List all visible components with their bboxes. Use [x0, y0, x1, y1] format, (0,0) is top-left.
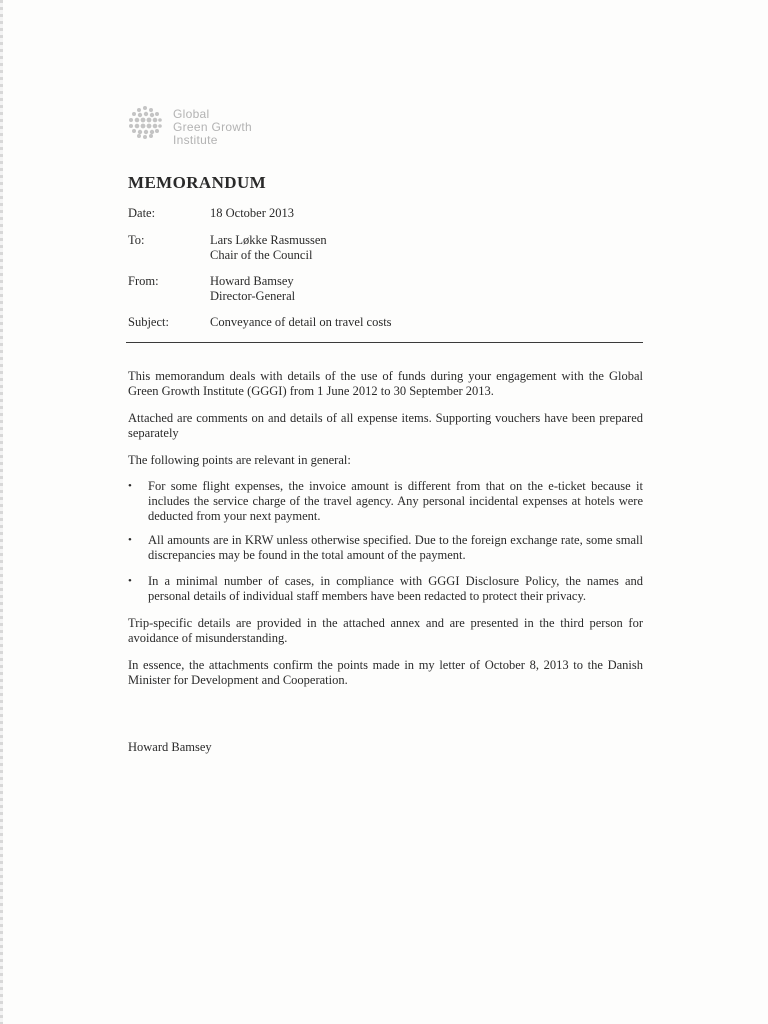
- bullet-text: In a minimal number of cases, in compliance with GGGI Disclosure Policy, the names and personal details of individual staff members have been redacted to protect their privacy.: [148, 574, 643, 603]
- subject-value: Conveyance of detail on travel costs: [210, 315, 392, 329]
- logo-line-3: Institute: [173, 133, 218, 147]
- bullet-text: All amounts are in KRW unless otherwise specified. Due to the foreign exchange rate, some small discrepancies may be found in the total amount of the payment.: [148, 533, 643, 562]
- from-title: Director-General: [210, 289, 296, 303]
- to-recipient: [210, 233, 327, 263]
- to-label: To:: [128, 233, 145, 247]
- scan-edge: [0, 0, 3, 1024]
- bullet-icon: •: [128, 575, 132, 587]
- paragraph-trip-details: Trip-specific details are provided in the attached annex and are presented in the third person for avoidance of misunderstanding.: [128, 616, 643, 645]
- from-sender: [210, 274, 295, 304]
- bullet-icon: •: [128, 534, 132, 546]
- from-label: From:: [128, 274, 159, 288]
- logo-text: [173, 108, 252, 147]
- paragraph-points-intro: The following points are relevant in general:: [128, 453, 351, 467]
- to-title: Chair of the Council: [210, 248, 313, 262]
- to-name: Lars Løkke Rasmussen: [210, 233, 327, 247]
- date-label: Date:: [128, 206, 156, 220]
- date-value: 18 October 2013: [210, 206, 295, 220]
- paragraph-attachments: Attached are comments on and details of all expense items. Supporting vouchers have been prepared separately: [128, 411, 643, 440]
- signature-name: Howard Bamsey: [128, 740, 212, 754]
- bullet-text: For some flight expenses, the invoice amount is different from that on the e-ticket because it includes the service charge of the travel agency. Any personal incidental expenses at hotels were deducted from your next payment.: [148, 479, 643, 523]
- from-name: Howard Bamsey: [210, 274, 294, 288]
- subject-label: Subject:: [128, 315, 169, 329]
- logo-line-2: Green Growth: [173, 120, 252, 134]
- memo-title: MEMORANDUM: [128, 173, 267, 192]
- header-divider: [126, 342, 643, 343]
- paragraph-essence: In essence, the attachments confirm the points made in my letter of October 8, 2013 to the Danish Minister for Development and Cooperation.: [128, 658, 643, 687]
- logo-line-1: Global: [173, 107, 210, 121]
- gggi-globe-icon: [127, 104, 163, 140]
- paragraph-intro: This memorandum deals with details of the use of funds during your engagement with the Global Green Growth Institute (GGGI) from 1 June 2012 to 30 September 2013.: [128, 369, 643, 398]
- bullet-icon: •: [128, 480, 132, 492]
- gggi-logo: [127, 104, 287, 154]
